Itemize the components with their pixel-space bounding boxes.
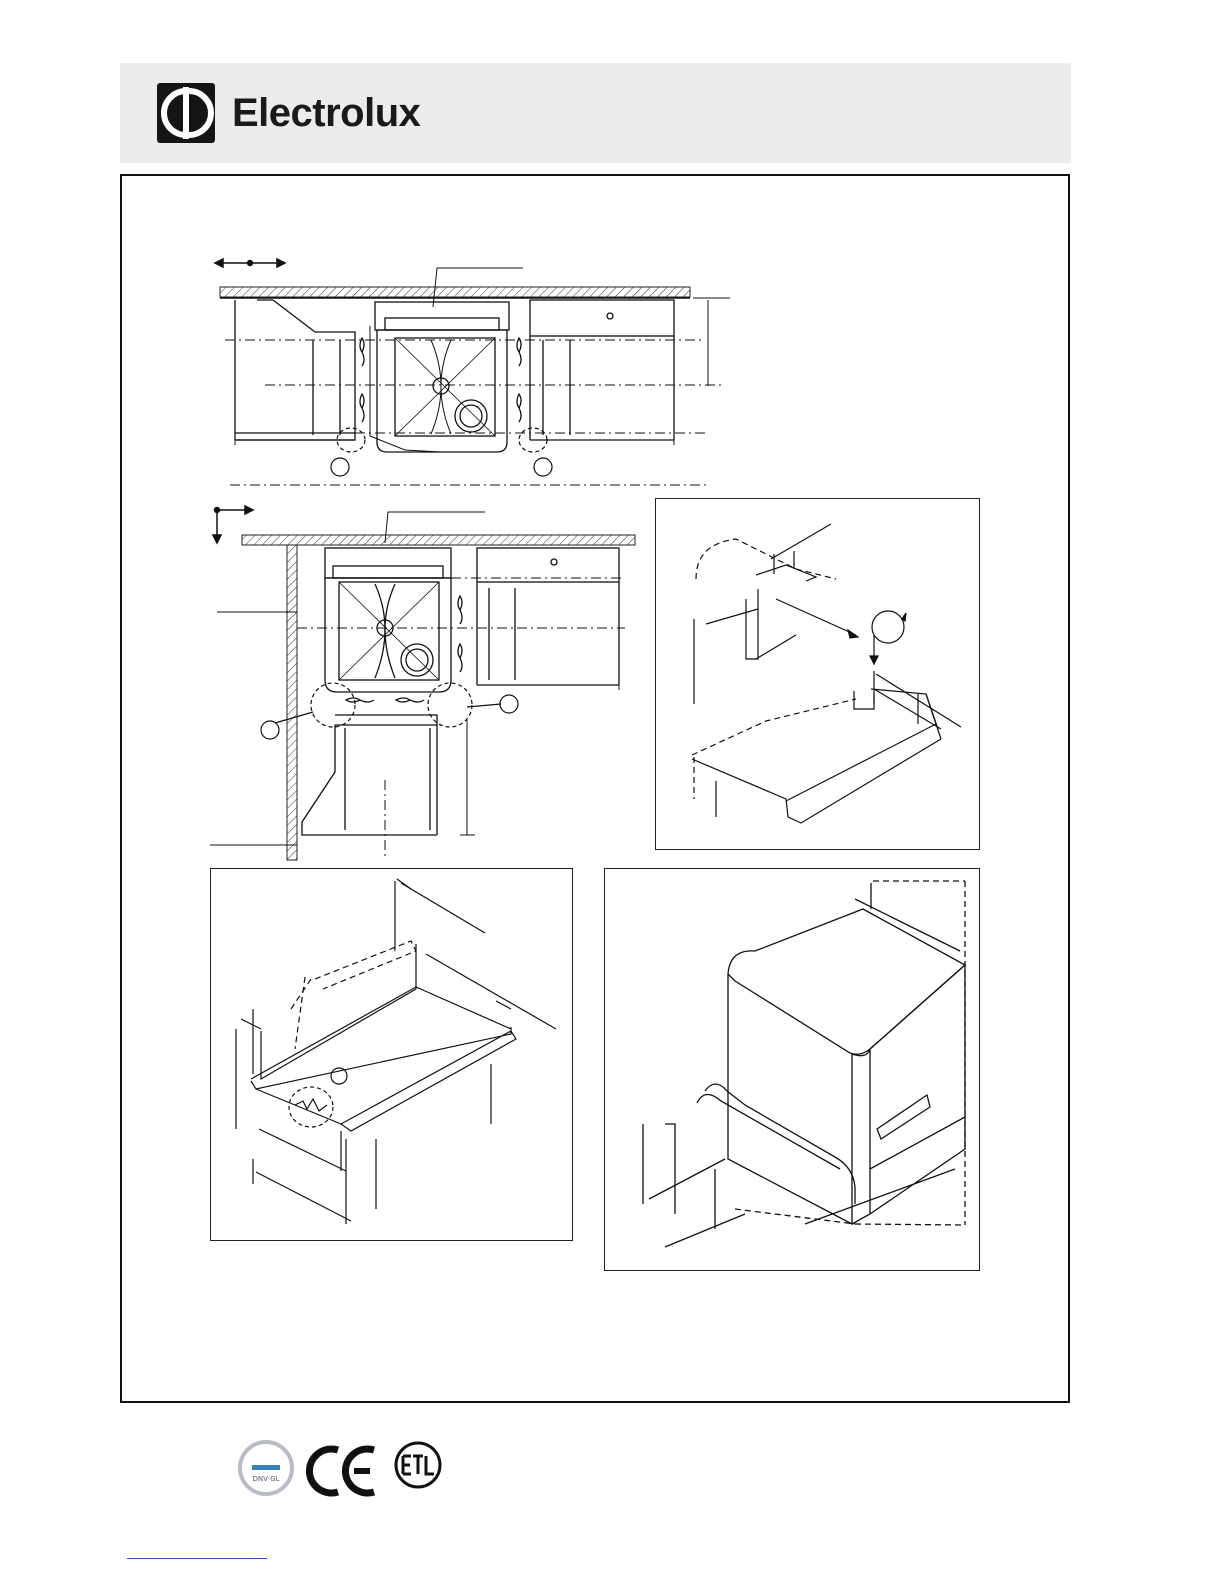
plan-view-straight: [205, 240, 735, 490]
certification-logos: [236, 1438, 446, 1502]
page-header: [120, 63, 1071, 163]
ce-mark-icon: [304, 1444, 378, 1498]
outlet-table: [530, 300, 674, 440]
detail-tabling-panel: [210, 868, 573, 1241]
electrolux-mark-icon: [157, 83, 215, 143]
dnv-gl-certification-icon: [236, 1438, 296, 1502]
brand-wordmark: Electrolux: [232, 91, 421, 135]
detail-drainboard-panel: [655, 498, 980, 850]
svg-text:DNV·GL: DNV·GL: [252, 1475, 280, 1483]
detail-machine-panel: [604, 868, 980, 1271]
footer-rule: [127, 1558, 267, 1559]
dishwasher-machine: [370, 302, 509, 452]
plan-view-corner: [205, 500, 645, 865]
etl-listed-icon: [393, 1440, 443, 1494]
wall-hatch: [220, 287, 690, 297]
inlet-table: [235, 300, 355, 440]
flow-direction-arrow: [215, 259, 285, 267]
